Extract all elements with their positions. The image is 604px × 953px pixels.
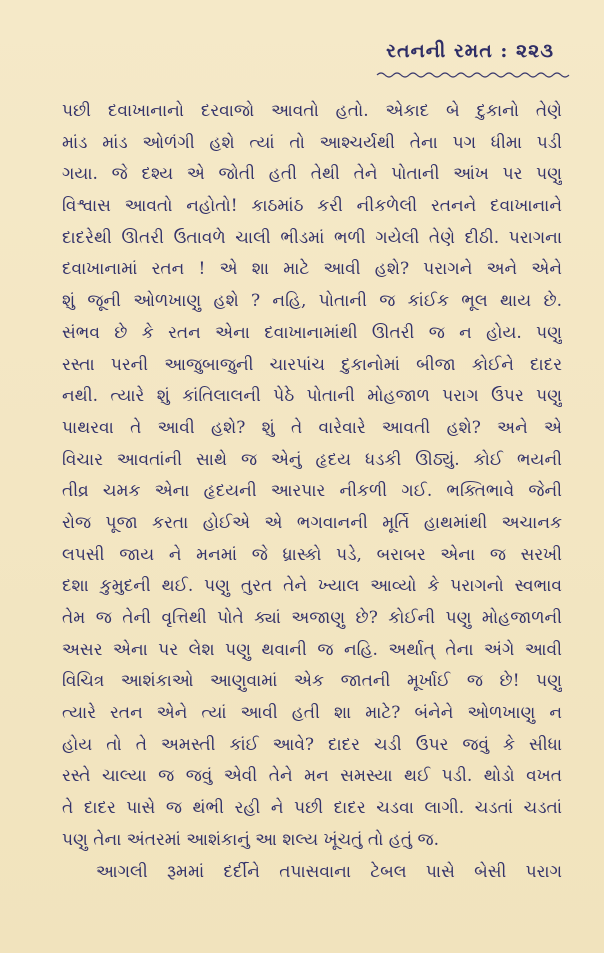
text-line: તે દાદર પાસે જ થંભી રહી ને પછી દાદર ચડવા લાગી. ચડતાં ચડતાં — [62, 798, 562, 819]
text-line: હોય તો તે અમસ્તી કાંઈ આવે? દાદર ચડી ઉપર જવું કે સીધા — [62, 734, 562, 755]
body-text — [62, 96, 562, 888]
page-header: રતનની રમત : ૨૨૩ — [386, 40, 554, 62]
text-line: ગયા. જે દશ્ય એ જોતી હતી તેથી તેને પોતાની આંખ પર પણુ — [62, 164, 562, 185]
header-wavy-rule — [375, 70, 570, 80]
text-line: ત્યારે રતન એને ત્યાં આવી હતી શા માટે? બંનેને ઓળખાણુ ન — [62, 703, 562, 724]
text-line: માંડ માંડ ઓળંગી હશે ત્યાં તો આશ્ચર્યથી તેના પગ ધીમા પડી — [62, 132, 562, 153]
text-line: વિચિત્ર આશંકાઓ આણુવામાં એક જાતની મૂર્ખાઈ જ છે! પણુ — [62, 671, 562, 692]
text-line: પછી દવાખાનાનો દરવાજો આવતો હતો. એકાદ બે દુકાનો તેણે — [62, 101, 562, 121]
text-line: આગલી રૂમમાં દર્દીને તપાસવાના ટેબલ પાસે બેસી પરાગ — [96, 861, 562, 882]
text-line: પણુ તેના અંતરમાં આશંકાનું આ શલ્ય ખૂંચતું તો હતું જ. — [62, 829, 440, 850]
text-line: સંભવ છે કે રતન એના દવાખાનામાંથી ઊતરી જ ન હોય. પણુ — [62, 322, 562, 343]
text-line: તેમ જ તેની વૃત્તિથી પોતે ક્યાં અજાણુ છે? કોઈની પણુ મોહજાળની — [62, 608, 562, 628]
text-line: અસર એના પર લેશ પણુ થવાની જ નહિ. અર્થાત્ તેના અંગે આવી — [62, 639, 562, 660]
text-line: રસ્તે ચાલ્યા જ જવું એવી તેને મન સમસ્યા થઈ પડી. થોડો વખત — [62, 766, 562, 787]
text-line: દશા કુમુદની થઈ. પણુ તુરત તેને ખ્યાલ આવ્યો કે પરાગનો સ્વભાવ — [62, 576, 562, 597]
text-line: તીવ્ર ચમક એના હૃદયની આરપાર નીકળી ગઈ. ભક્તિભાવે જેની — [62, 481, 562, 502]
text-line: દાદરેથી ઊતરી ઉતાવળે ચાલી ભીડમાં ભળી ગયેલી તેણે દીઠી. પરાગના — [62, 227, 562, 248]
text-line: વિચાર આવતાંની સાથે જ એનું હૃદય ધડકી ઊઠ્યું. કોઈ ભયની — [62, 449, 562, 470]
text-line: નથી. ત્યારે શું કાંતિલાલની પેઠે પોતાની મોહજાળ પરાગ ઉપર પણુ — [62, 386, 562, 407]
text-line: લપસી જાય ને મનમાં જે ધ્રાસ્કો પડે, બરાબર એના જ સરખી — [62, 544, 562, 565]
text-line: રસ્તા પરની આજુબાજુની ચારપાંચ દુકાનોમાં બીજા કોઈને દાદર — [62, 354, 562, 375]
text-line: દવાખાનામાં રતન ! એ શા માટે આવી હશે? પરાગને અને એને — [62, 259, 562, 280]
text-line: શું જૂની ઓળખાણુ હશે ? નહિ, પોતાની જ કાંઈક ભૂલ થાય છે. — [62, 291, 562, 312]
text-line: વિશ્વાસ આવતો નહોતો! કાઠમાંઠ કરી નીકળેલી રતનને દવાખાનાને — [62, 196, 562, 217]
text-line: રોજ પૂજા કરતા હોઈએ એ ભગવાનની મૂર્તિ હાથમાંથી અચાનક — [62, 512, 562, 533]
text-line: પાથરવા તે આવી હશે? શું તે વારેવારે આવતી હશે? અને એ — [62, 417, 562, 438]
